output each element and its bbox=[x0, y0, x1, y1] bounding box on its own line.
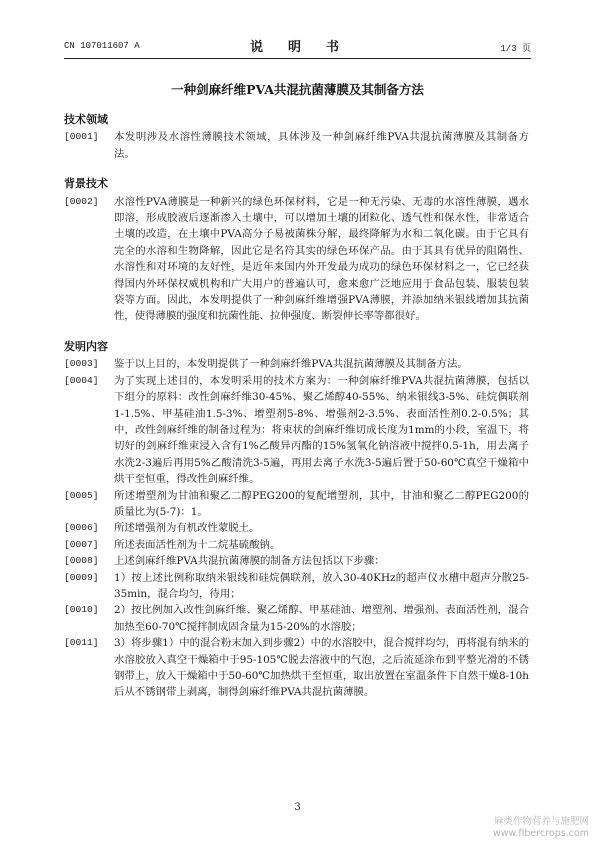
watermark bbox=[493, 816, 589, 840]
document-header bbox=[64, 36, 531, 59]
watermark-line: www.fibercrops.com bbox=[492, 828, 589, 839]
doc-type-title: 说 明 书 bbox=[249, 40, 345, 55]
paragraph-number: [0002] bbox=[64, 195, 99, 207]
paragraph-text: 上述剑麻纤维PVA共混抗菌薄膜的制备方法包括以下步骤： bbox=[114, 555, 385, 568]
paragraph bbox=[64, 635, 529, 701]
paragraph bbox=[64, 520, 529, 536]
paragraph-number: [0005] bbox=[64, 489, 99, 501]
section-heading-background: 背景技术 bbox=[64, 177, 108, 191]
paragraph-text: 1）按上述比例称取纳米银线和硅烷偶联剂，放入30-40KHz的超声仪水槽中超声分散25-35min，混合均匀，待用； bbox=[114, 571, 529, 600]
paragraph-number: [0004] bbox=[64, 374, 99, 386]
paragraph-text: 为了实现上述目的，本发明采用的技术方案为：一种剑麻纤维PVA共混抗菌薄膜，包括以下组分的原料：改性剑麻纤维30-45%、聚乙烯醇40-55%、纳米银线3-5%、硅烷偶联剂1-1.5%、甲基硅油1.5-3%、增塑剂5-8%、增强剂2-3.5%、表面活性剂0.2-0.5%；其中，改性剑麻纤维的制备过程为：将束状的剑麻纤维切成长度为1mm的小段，室温下，将切好的剑麻纤维束浸入含有1%乙酸异丙酯的15%氢氧化钠溶液中搅拌0.5-1h，用去离子水洗2-3遍后再用5%乙酸清洗3-5遍，再用去离子水洗3-5遍后置于50-60℃真空干燥箱中烘干至恒重，得改性剑麻纤维。 bbox=[114, 374, 529, 486]
doc-number: CN 107011607 A bbox=[64, 41, 140, 51]
paragraph-number: [0003] bbox=[64, 358, 99, 370]
paragraph bbox=[64, 129, 529, 162]
paragraph bbox=[64, 488, 529, 521]
paragraph bbox=[64, 537, 529, 553]
paragraph-number: [0007] bbox=[64, 538, 99, 550]
paragraph-number: [0006] bbox=[64, 522, 99, 534]
paragraph-text: 所述增强剂为有机改性蒙脱土。 bbox=[114, 522, 260, 535]
paragraph-text: 3）将步骤1）中的混合粉末加入到步骤2）中的水溶胶中，混合搅拌均匀，再将混有纳米的水溶胶放入真空干燥箱中于95-105℃脱去溶液中的气泡，之后流延涂布到平整光滑的不锈钢带上，放入干燥箱中于50-60℃加热烘干至恒重，取出放置在室温条件下自然干燥8-10h后从不锈钢带上剥离，制得剑麻纤维PVA共混抗菌薄膜。 bbox=[114, 637, 529, 699]
section-heading-summary: 发明内容 bbox=[64, 339, 108, 353]
paragraph-text: 本发明涉及水溶性薄膜技术领域，具体涉及一种剑麻纤维PVA共混抗菌薄膜及其制备方法。 bbox=[114, 131, 529, 160]
page-number: 3 bbox=[294, 802, 301, 813]
paragraph bbox=[64, 553, 529, 569]
document-body bbox=[64, 112, 529, 701]
section-heading-technical-field: 技术领域 bbox=[64, 113, 108, 126]
watermark-line: 麻类作物营养与施肥网 bbox=[493, 816, 589, 827]
paragraph-number: [0009] bbox=[64, 571, 99, 583]
paragraph-number: [0010] bbox=[64, 604, 99, 616]
paragraph-text: 2）按比例加入改性剑麻纤维、聚乙烯醇、甲基硅油、增塑剂、增强剂、表面活性剂，混合加热至60-70℃搅拌制成固含量为15-20%的水溶胶； bbox=[114, 604, 529, 633]
paragraph-text: 鉴于以上目的，本发明提供了一种剑麻纤维PVA共混抗菌薄膜及其制备方法。 bbox=[114, 358, 468, 371]
page-indicator: 1/3 页 bbox=[500, 44, 531, 54]
paragraph bbox=[64, 194, 529, 325]
paragraph-number: [0008] bbox=[64, 555, 99, 567]
document-title: 一种剑麻纤维PVA共混抗菌薄膜及其制备方法 bbox=[171, 82, 424, 97]
paragraph-number: [0001] bbox=[64, 131, 99, 143]
paragraph bbox=[64, 570, 529, 603]
paragraph bbox=[64, 356, 529, 372]
paragraph-number: [0011] bbox=[64, 637, 99, 649]
paragraph-text: 所述表面活性剂为十二烷基硫酸钠。 bbox=[114, 538, 281, 551]
paragraph bbox=[64, 602, 529, 635]
paragraph-text: 水溶性PVA薄膜是一种新兴的绿色环保材料，它是一种无污染、无毒的水溶性薄膜，遇水即溶，形成胶液后逐渐渗入土壤中，可以增加土壤的团粒化、透气性和保水性，非常适合土壤的改造，在土壤中PVA高分子易被菌株分解，最终降解为水和二氧化碳。由于它具有完全的水溶和生物降解，因此它是名符其实的绿色环保产品。由于其具有优异的阻隔性、水溶性和对环境的友好性，是近年来国内外开发最为成功的绿色环保材料之一，它已经获得国内外环保权威机构和广大用户的普遍认可，愈来愈广泛地应用于食品包装、服装包装袋等方面。因此，本发明提供了一种剑麻纤维增强PVA薄膜，并添加纳米银线增加其抗菌性，使得薄膜的强度和抗菌性能、拉伸强度、断裂伸长率等都很好。 bbox=[114, 195, 529, 323]
paragraph bbox=[64, 373, 529, 488]
paragraph-text: 所述增塑剂为甘油和聚乙二醇PEG200的复配增塑剂，其中，甘油和聚乙二醇PEG200的质量比为(5-7)：1。 bbox=[114, 489, 529, 518]
